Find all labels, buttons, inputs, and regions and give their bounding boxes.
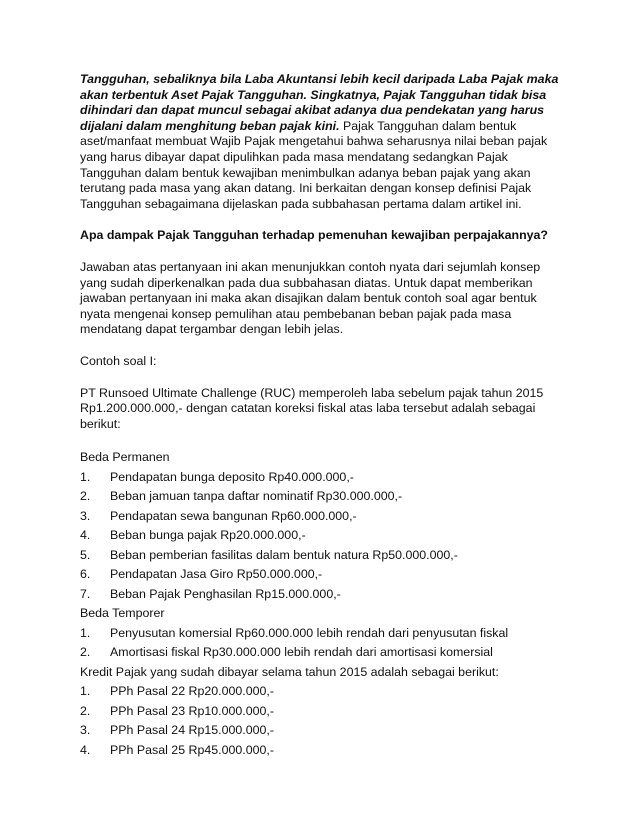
list-item	[80, 546, 562, 566]
kredit-pajak-list	[80, 682, 562, 760]
beda-permanen-label: Beda Permanen	[80, 450, 170, 465]
list-item	[80, 487, 562, 507]
intro-normal-text: Pajak Tangguhan dalam bentuk aset/manfaat membuat Wajib Pajak mengetahui bahwa seharusnya nilai beban pajak yang harus dibayar dapat dipulihkan pada masa mendatang sedangkan Pajak Tangguhan dalam bentuk kewajiban menimbulkan adanya beban pajak yang akan terutang pada masa yang akan datang. Ini berkaitan dengan konsep definisi Pajak Tangguhan sebagaimana dijelaskan pada subbahasan pertama dalam artikel ini.	[80, 118, 548, 211]
intro-bold-italic-text: Tangguhan, sebaliknya bila Laba Akuntansi lebih kecil daripada Laba Pajak maka akan terbentuk Aset Pajak Tangguhan. Singkatnya, Pajak Tangguhan tidak bisa dihindari dan dapat muncul sebagai akibat adanya dua pendekatan yang harus dijalani dalam menghitung beban pajak kini.	[80, 72, 559, 133]
list-item-text: Beban pemberian fasilitas dalam bentuk natura Rp50.000.000,-	[110, 547, 458, 562]
list-item	[80, 721, 562, 741]
list-item-number: 1.	[80, 469, 91, 484]
list-item	[80, 643, 562, 663]
list-item-number: 5.	[80, 547, 91, 562]
beda-permanen-section	[80, 448, 562, 604]
list-item-text: Beban Pajak Penghasilan Rp15.000.000,-	[110, 586, 341, 601]
list-item-text: Beban bunga pajak Rp20.000.000,-	[110, 528, 306, 543]
list-item-number: 2.	[80, 645, 91, 660]
list-item-number: 1.	[80, 625, 91, 640]
kredit-pajak-label: Kredit Pajak yang sudah dibayar selama tahun 2015 adalah sebagai berikut:	[80, 664, 499, 679]
list-item-number: 4.	[80, 742, 91, 757]
list-item-text: Beban jamuan tanpa daftar nominatif Rp30.000.000,-	[110, 489, 403, 504]
list-item-number: 1.	[80, 684, 91, 699]
list-item-text: PPh Pasal 24 Rp15.000.000,-	[110, 723, 274, 738]
beda-permanen-list	[80, 468, 562, 605]
list-item	[80, 526, 562, 546]
list-item	[80, 741, 562, 761]
list-item	[80, 585, 562, 605]
beda-temporer-section	[80, 604, 562, 663]
beda-temporer-list	[80, 624, 562, 663]
list-item-text: PPh Pasal 22 Rp20.000.000,-	[110, 684, 274, 699]
example-title: Contoh soal I:	[80, 353, 157, 368]
list-item	[80, 702, 562, 722]
list-item	[80, 682, 562, 702]
list-item	[80, 507, 562, 527]
list-item-text: Amortisasi fiskal Rp30.000.000 lebih rendah dari amortisasi komersial	[110, 645, 493, 660]
question-heading: Apa dampak Pajak Tangguhan terhadap pemenuhan kewajiban perpajakannya?	[80, 228, 548, 243]
list-item-text: Penyusutan komersial Rp60.000.000 lebih rendah dari penyusutan fiskal	[110, 625, 509, 640]
answer-paragraph: Jawaban atas pertanyaan ini akan menunjukkan contoh nyata dari sejumlah konsep yang sudah diperkenalkan pada dua subbahasan diatas. Untuk dapat memberikan jawaban pertanyaan ini maka akan disajikan dalam bentuk contoh soal agar bentuk nyata mengenai konsep pemulihan atau pembebanan beban pajak pada masa mendatang dapat tergambar dengan lebih jelas.	[80, 259, 541, 337]
list-item-text: Pendapatan Jasa Giro Rp50.000.000,-	[110, 567, 323, 582]
list-item-number: 6.	[80, 567, 91, 582]
list-item-number: 7.	[80, 586, 91, 601]
kredit-pajak-section	[80, 663, 562, 761]
example-description: PT Runsoed Ultimate Challenge (RUC) memperoleh laba sebelum pajak tahun 2015 Rp1.200.000.000,- dengan catatan koreksi fiskal atas laba tersebut adalah sebagai berikut:	[80, 385, 544, 431]
document-page	[80, 72, 562, 760]
list-item-text: Pendapatan bunga deposito Rp40.000.000,-	[110, 469, 354, 484]
beda-temporer-label: Beda Temporer	[80, 606, 165, 621]
list-item-text: PPh Pasal 25 Rp45.000.000,-	[110, 742, 274, 757]
list-item-number: 2.	[80, 703, 91, 718]
list-item-text: PPh Pasal 23 Rp10.000.000,-	[110, 703, 274, 718]
list-item-number: 3.	[80, 508, 91, 523]
intro-paragraph	[80, 72, 562, 212]
list-item-text: Pendapatan sewa bangunan Rp60.000.000,-	[110, 508, 357, 523]
list-item	[80, 624, 562, 644]
list-item-number: 4.	[80, 528, 91, 543]
list-item-number: 3.	[80, 723, 91, 738]
list-item	[80, 565, 562, 585]
list-item	[80, 468, 562, 488]
list-item-number: 2.	[80, 489, 91, 504]
